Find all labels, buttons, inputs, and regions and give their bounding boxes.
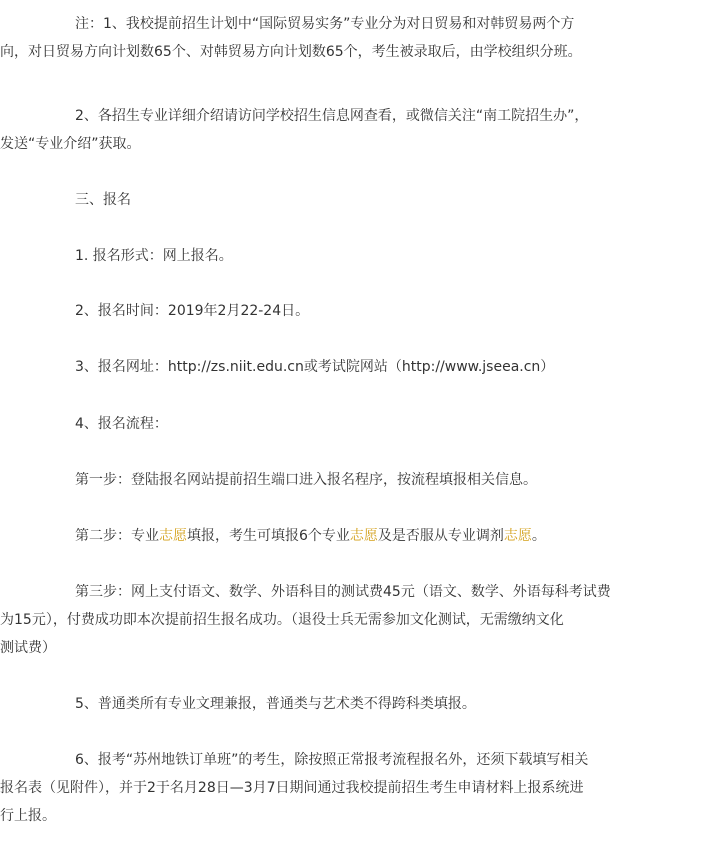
item-2 bbox=[0, 297, 705, 325]
item-3-text: 3、报名网址：http://zs.niit.edu.cn或考试院网站（http://www.jseea.cn） bbox=[75, 359, 555, 375]
step-2-highlight-2: 志愿 bbox=[349, 528, 378, 544]
step-3-line-1: 第三步：网上支付语文、数学、外语科目的测试费45元（语文、数学、外语每科考试费 bbox=[75, 584, 611, 600]
step-2-part-3: 及是否服从专业调剂 bbox=[377, 528, 504, 544]
note2-paragraph bbox=[0, 102, 705, 158]
item-1 bbox=[0, 242, 705, 270]
item-4-text: 4、报名流程： bbox=[75, 416, 168, 432]
item-5 bbox=[0, 690, 705, 718]
item-6 bbox=[0, 746, 705, 830]
note-line-1: 注：1、我校提前招生计划中“国际贸易实务”专业分为对日贸易和对韩贸易两个方 bbox=[75, 16, 575, 32]
note2-line-1: 2、各招生专业详细介绍请访问学校招生信息网查看，或微信关注“南工院招生办”， bbox=[75, 108, 589, 124]
item-6-line-1: 6、报考“苏州地铁订单班”的考生，除按照正常报考流程报名外，还须下载填写相关 bbox=[75, 752, 589, 768]
step-1-text: 第一步：登陆报名网站提前招生端口进入报名程序，按流程填报相关信息。 bbox=[75, 472, 537, 488]
section-title bbox=[0, 186, 705, 214]
item-6-line-3: 行上报。 bbox=[0, 808, 56, 824]
step-2-line bbox=[0, 522, 705, 550]
item-4 bbox=[0, 410, 705, 438]
item-6-line-2: 报名表（见附件），并于2于名月28日—3月7日期间通过我校提前招生考生申请材料上报系统进 bbox=[0, 780, 584, 796]
section-title-text: 三、报名 bbox=[75, 192, 131, 208]
step-3-line-3: 测试费） bbox=[0, 640, 56, 656]
step-2-part-2: 填报，考生可填报6个专业 bbox=[187, 528, 350, 544]
item-1-text: 1. 报名形式：网上报名。 bbox=[75, 248, 233, 264]
note-paragraph bbox=[0, 10, 705, 66]
step-3 bbox=[0, 578, 705, 662]
note-line-2: 向，对日贸易方向计划数65个、对韩贸易方向计划数65个，考生被录取后，由学校组织分班。 bbox=[0, 44, 582, 60]
step-2-part-1: 第二步：专业 bbox=[75, 528, 159, 544]
step-1 bbox=[0, 466, 705, 494]
item-5-text: 5、普通类所有专业文理兼报，普通类与艺术类不得跨科类填报。 bbox=[75, 696, 476, 712]
step-2-part-4: 。 bbox=[531, 528, 546, 544]
step-2-highlight-1: 志愿 bbox=[159, 528, 187, 544]
step-2-highlight-3: 志愿 bbox=[503, 528, 532, 544]
item-2-text: 2、报名时间：2019年2月22-24日。 bbox=[75, 303, 310, 319]
step-3-line-2: 为15元），付费成功即本次提前招生报名成功。（退役士兵无需参加文化测试，无需缴纳文化 bbox=[0, 612, 564, 628]
note2-line-2: 发送“专业介绍”获取。 bbox=[0, 136, 141, 152]
item-3 bbox=[0, 353, 705, 381]
step-2 bbox=[0, 522, 705, 550]
